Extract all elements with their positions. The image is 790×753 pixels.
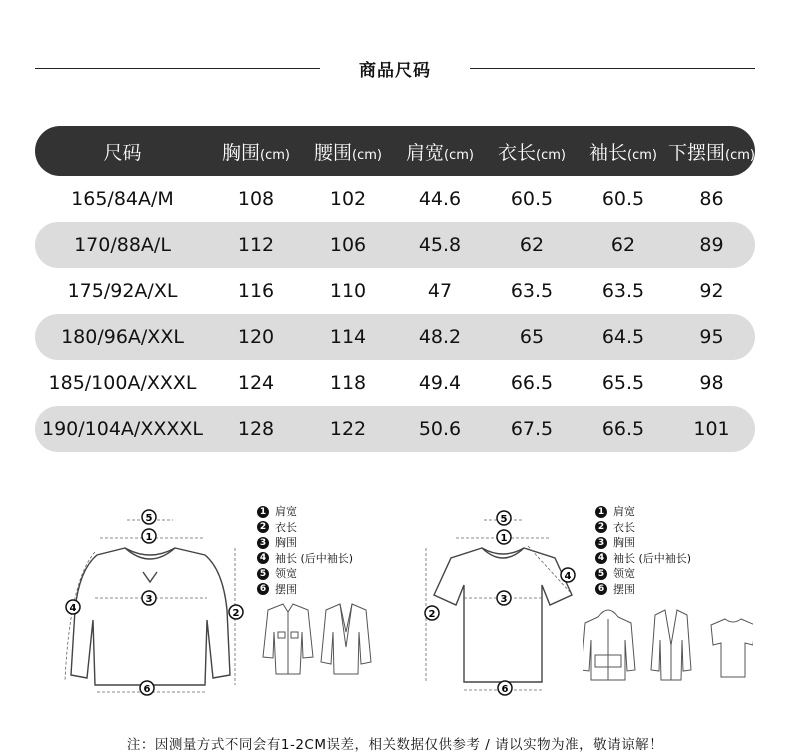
hoodie-cardigan-tee-illustrations xyxy=(583,605,753,685)
table-cell: 124 xyxy=(237,372,275,394)
svg-text:1: 1 xyxy=(145,532,153,543)
svg-text:3: 3 xyxy=(500,594,508,605)
table-cell: 98 xyxy=(699,372,724,394)
legend-right xyxy=(595,504,691,597)
table-cell: 86 xyxy=(699,188,724,210)
table-cell: 60.5 xyxy=(601,188,645,210)
legend-item: 1 肩宽 xyxy=(595,504,691,520)
table-cell: 66.5 xyxy=(510,372,554,394)
table-cell: 92 xyxy=(699,280,724,302)
page-title: 商品尺码 xyxy=(359,61,431,81)
table-cell: 64.5 xyxy=(601,326,645,348)
sweatshirt-diagram xyxy=(55,500,255,700)
table-cell: 128 xyxy=(237,418,275,440)
table-cell: 63.5 xyxy=(601,280,645,302)
header-length: 衣长(cm) xyxy=(498,141,566,164)
legend-item: 6 摆围 xyxy=(595,582,691,598)
table-header xyxy=(35,126,755,176)
table-cell: 65 xyxy=(519,326,545,348)
svg-text:4: 4 xyxy=(69,603,77,614)
svg-text:6: 6 xyxy=(501,684,509,695)
table-row xyxy=(35,360,755,406)
table-cell: 67.5 xyxy=(510,418,554,440)
legend-item: 5 领宽 xyxy=(595,566,691,582)
header-chest: 胸围(cm) xyxy=(222,141,290,164)
table-cell: 185/100A/XXXL xyxy=(48,372,197,394)
table-cell: 89 xyxy=(699,234,724,256)
svg-text:5: 5 xyxy=(145,513,153,524)
table-cell: 44.6 xyxy=(418,188,462,210)
legend-item: 6 摆围 xyxy=(257,582,353,598)
table-cell: 106 xyxy=(329,234,367,256)
table-cell: 63.5 xyxy=(510,280,554,302)
table-cell: 62 xyxy=(610,234,636,256)
svg-text:2: 2 xyxy=(428,609,436,620)
svg-text:6: 6 xyxy=(143,684,151,695)
disclaimer-note: 注：因测量方式不同会有1-2CM误差，相关数据仅供参考 / 请以实物为准，敬请谅解！ xyxy=(126,737,664,753)
svg-text:3: 3 xyxy=(145,594,153,605)
table-cell: 47 xyxy=(427,280,453,302)
table-row xyxy=(35,176,755,222)
title-rule-left xyxy=(35,68,320,69)
table-cell: 48.2 xyxy=(418,326,462,348)
svg-text:1: 1 xyxy=(500,533,508,544)
table-cell: 120 xyxy=(237,326,275,348)
table-cell: 60.5 xyxy=(510,188,554,210)
legend-item: 2 衣长 xyxy=(595,520,691,536)
table-cell: 65.5 xyxy=(601,372,645,394)
tshirt-diagram xyxy=(420,500,590,700)
table-row xyxy=(35,314,755,360)
table-cell: 45.8 xyxy=(418,234,462,256)
header-sleeve: 袖长(cm) xyxy=(589,141,657,164)
table-row xyxy=(35,268,755,314)
legend-item: 5 领宽 xyxy=(257,566,353,582)
header-size: 尺码 xyxy=(103,141,142,164)
table-cell: 102 xyxy=(329,188,367,210)
table-cell: 50.6 xyxy=(418,418,462,440)
table-cell: 108 xyxy=(237,188,275,210)
size-table xyxy=(35,126,755,452)
header-hem: 下摆围(cm) xyxy=(668,141,755,164)
table-cell: 118 xyxy=(329,372,367,394)
legend-item: 3 胸围 xyxy=(595,535,691,551)
legend-item: 4 袖长 (后中袖长) xyxy=(257,551,353,567)
table-cell: 95 xyxy=(699,326,724,348)
svg-text:2: 2 xyxy=(232,608,240,619)
svg-text:5: 5 xyxy=(500,514,508,525)
table-cell: 112 xyxy=(237,234,275,256)
table-cell: 122 xyxy=(329,418,367,440)
table-cell: 116 xyxy=(237,280,275,302)
legend-item: 3 胸围 xyxy=(257,535,353,551)
table-cell: 110 xyxy=(329,280,367,302)
legend-item: 4 袖长 (后中袖长) xyxy=(595,551,691,567)
header-shoulder: 肩宽(cm) xyxy=(406,141,474,164)
table-row xyxy=(35,222,755,268)
table-cell: 170/88A/L xyxy=(74,234,171,256)
jacket-illustrations xyxy=(258,602,373,677)
header-waist: 腰围(cm) xyxy=(314,141,382,164)
table-cell: 49.4 xyxy=(418,372,462,394)
table-cell: 66.5 xyxy=(601,418,645,440)
title-rule-right xyxy=(470,68,755,69)
table-cell: 165/84A/M xyxy=(71,188,174,210)
table-row xyxy=(35,406,755,452)
table-cell: 190/104A/XXXXL xyxy=(42,418,203,440)
table-cell: 175/92A/XL xyxy=(67,280,178,302)
table-cell: 101 xyxy=(693,418,730,440)
table-cell: 114 xyxy=(329,326,367,348)
table-cell: 62 xyxy=(519,234,545,256)
svg-text:4: 4 xyxy=(564,571,572,582)
legend-item: 2 衣长 xyxy=(257,520,353,536)
legend-item: 1 肩宽 xyxy=(257,504,353,520)
legend-left xyxy=(257,504,353,597)
table-cell: 180/96A/XXL xyxy=(61,326,184,348)
